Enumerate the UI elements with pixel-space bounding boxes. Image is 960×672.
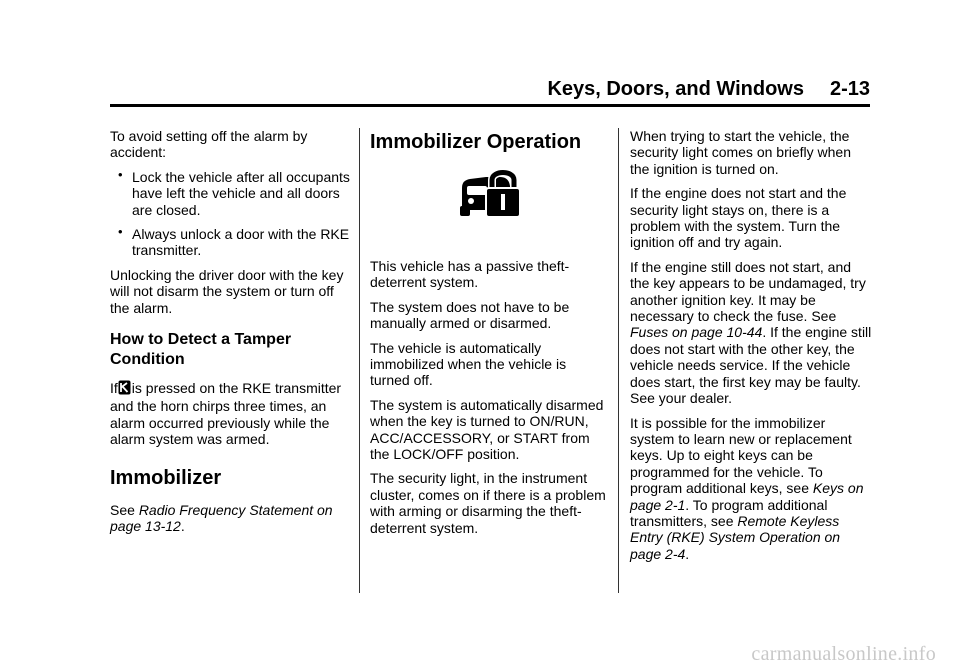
column-2	[370, 128, 608, 544]
security-light-text: The security light, in the instrument cluster, comes on if there is a problem with arming or disarming the theft-deterrent system.	[370, 470, 606, 536]
tamper-paragraph: If is pressed on the RKE transmitter and the horn chirps three times, an alarm occurred previously while the alarm system was armed.	[110, 380, 342, 448]
security-icon-container	[370, 166, 608, 246]
key-fob-lock-icon	[118, 380, 131, 398]
auto-disarmed-text: The system is automatically disarmed when the key is turned to ON/RUN, ACC/ACCESSORY, or START from the LOCK/OFF position.	[370, 396, 604, 463]
alarm-intro: To avoid setting off the alarm by accident:	[110, 128, 308, 161]
engine-no-start-text: If the engine does not start and the security light stays on, there is a problem with the system. Turn the ignition off and try again.	[630, 185, 847, 251]
keys-link[interactable]: Keys on page 2-1	[630, 480, 864, 513]
try-another-key-text: If the engine still does not start, and the key appears to be undamaged, try another ignition key. It may be necessary to check the fuse. See Fuses on page 10-44. If the engine still does not start with the other key, the vehicle needs service. If the vehicle does start, the first key may be faulty. See your dealer.	[630, 258, 872, 407]
tamper-heading: How to Detect a Tamper Condition	[110, 331, 292, 369]
column-3	[630, 128, 872, 570]
column-divider	[618, 128, 619, 593]
not-armed-text: The system does not have to be manually armed or disarmed.	[370, 298, 570, 332]
see-reference: See Radio Frequency Statement on page 13-12.	[110, 501, 333, 535]
page-header	[110, 78, 870, 101]
passive-system-text: This vehicle has a passive theft-deterrent system.	[370, 258, 570, 291]
watermark: carmanualsonline.info	[751, 643, 936, 665]
unlock-note: Unlocking the driver door with the key will not disarm the system or turn off the alarm.	[110, 266, 344, 316]
start-light-text: When trying to start the vehicle, the security light comes on briefly when the ignition is turned on.	[630, 128, 851, 177]
bullet-item: • Lock the vehicle after all occupants have left the vehicle and all doors are closed.	[110, 169, 350, 218]
program-keys-text: It is possible for the immobilizer system to learn new or replacement keys. Up to eight keys can be programmed for the vehicle. To program additional keys, see Keys on page 2-1. To program additional transmitters, see Remote Keyless Entry (RKE) System Operation on page 2-4.	[630, 414, 864, 562]
security-lock-car-icon	[456, 166, 522, 218]
rke-operation-link[interactable]: Remote Keyless Entry (RKE) System Operation on page 2-4	[630, 512, 841, 562]
immobilizer-heading: Immobilizer	[110, 466, 222, 489]
header-rule	[110, 104, 870, 107]
bullet-item: • Always unlock a door with the RKE transmitter.	[110, 226, 350, 259]
column-1	[110, 128, 350, 543]
auto-immobilized-text: The vehicle is automatically immobilized when the vehicle is turned off.	[370, 339, 567, 389]
page-number: 2-13	[829, 78, 870, 100]
fuses-link[interactable]: Fuses on page 10-44	[630, 324, 763, 341]
section-title: Keys, Doors, and Windows	[547, 78, 804, 100]
column-divider	[359, 128, 360, 593]
radio-frequency-link[interactable]: Radio Frequency Statement on page 13-12	[110, 501, 333, 535]
immobilizer-operation-heading: Immobilizer Operation	[370, 131, 582, 153]
